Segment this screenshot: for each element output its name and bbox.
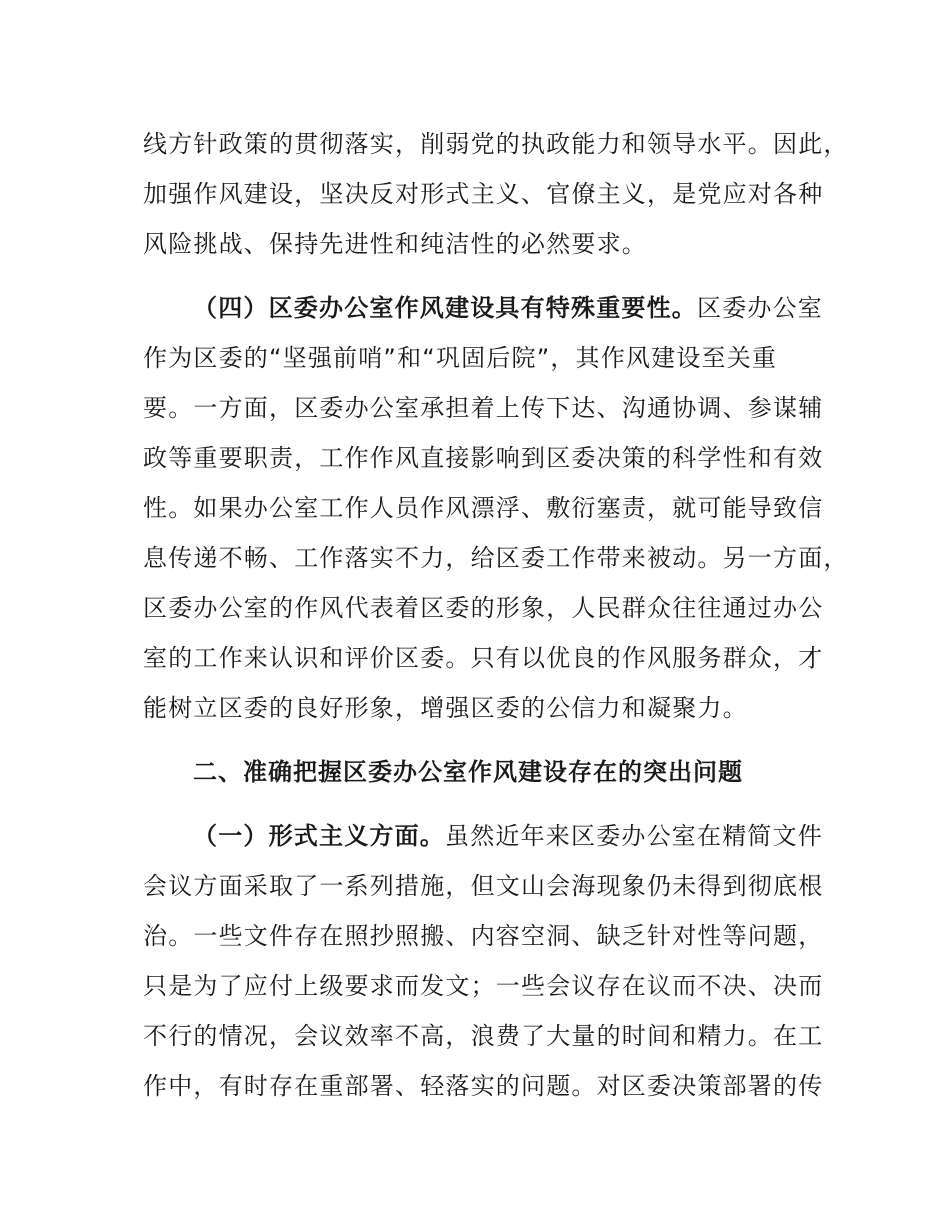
paragraph-line: 加强作风建设，坚决反对形式主义、官僚主义，是党应对各种 [143,180,824,208]
paragraph-line: 政等重要职责，工作作风直接影响到区委决策的科学性和有效 [143,444,824,472]
paragraph-line: 不行的情况，会议效率不高，浪费了大量的时间和精力。在工 [143,1022,824,1050]
paragraph-line: 区委办公室的作风代表着区委的形象，人民群众往往通过办公 [143,594,824,622]
paragraph-four-first-line-rest: 区委办公室 [697,294,823,322]
paragraph-line: 作中，有时存在重部署、轻落实的问题。对区委决策部署的传 [143,1072,824,1100]
paragraph-line: 风险挑战、保持先进性和纯洁性的必然要求。 [143,230,647,258]
paragraph-line: 性。如果办公室工作人员作风漂浮、敷衍塞责，就可能导致信 [143,494,824,522]
paragraph-one-bold-lead: （一）形式主义方面。 [193,822,445,850]
paragraph-four-bold-lead: （四）区委办公室作风建设具有特殊重要性。 [193,294,697,322]
paragraph-line: 作为区委的“坚强前哨”和“巩固后院”，其作风建设至关重 [143,344,778,372]
paragraph-line: 息传递不畅、工作落实不力，给区委工作带来被动。另一方面， [143,544,849,572]
paragraph-one-first-line [193,820,893,852]
paragraph-line: 会议方面采取了一系列措施，但文山会海现象仍未得到彻底根 [143,872,824,900]
section-heading: 二、准确把握区委办公室作风建设存在的突出问题 [193,758,743,786]
paragraph-line: 线方针政策的贯彻落实，削弱党的执政能力和领导水平。因此， [143,130,849,158]
paragraph-line: 只是为了应付上级要求而发文；一些会议存在议而不决、决而 [143,972,824,1000]
paragraph-line: 能树立区委的良好形象，增强区委的公信力和凝聚力。 [143,694,748,722]
paragraph-line: 室的工作来认识和评价区委。只有以优良的作风服务群众，才 [143,644,824,672]
paragraph-line: 治。一些文件存在照抄照搬、内容空洞、缺乏针对性等问题， [143,922,824,950]
paragraph-one-first-line-rest: 虽然近年来区委办公室在精简文件 [445,822,823,850]
paragraph-four-first-line [193,292,893,324]
paragraph-line: 要。一方面，区委办公室承担着上传下达、沟通协调、参谋辅 [143,394,824,422]
